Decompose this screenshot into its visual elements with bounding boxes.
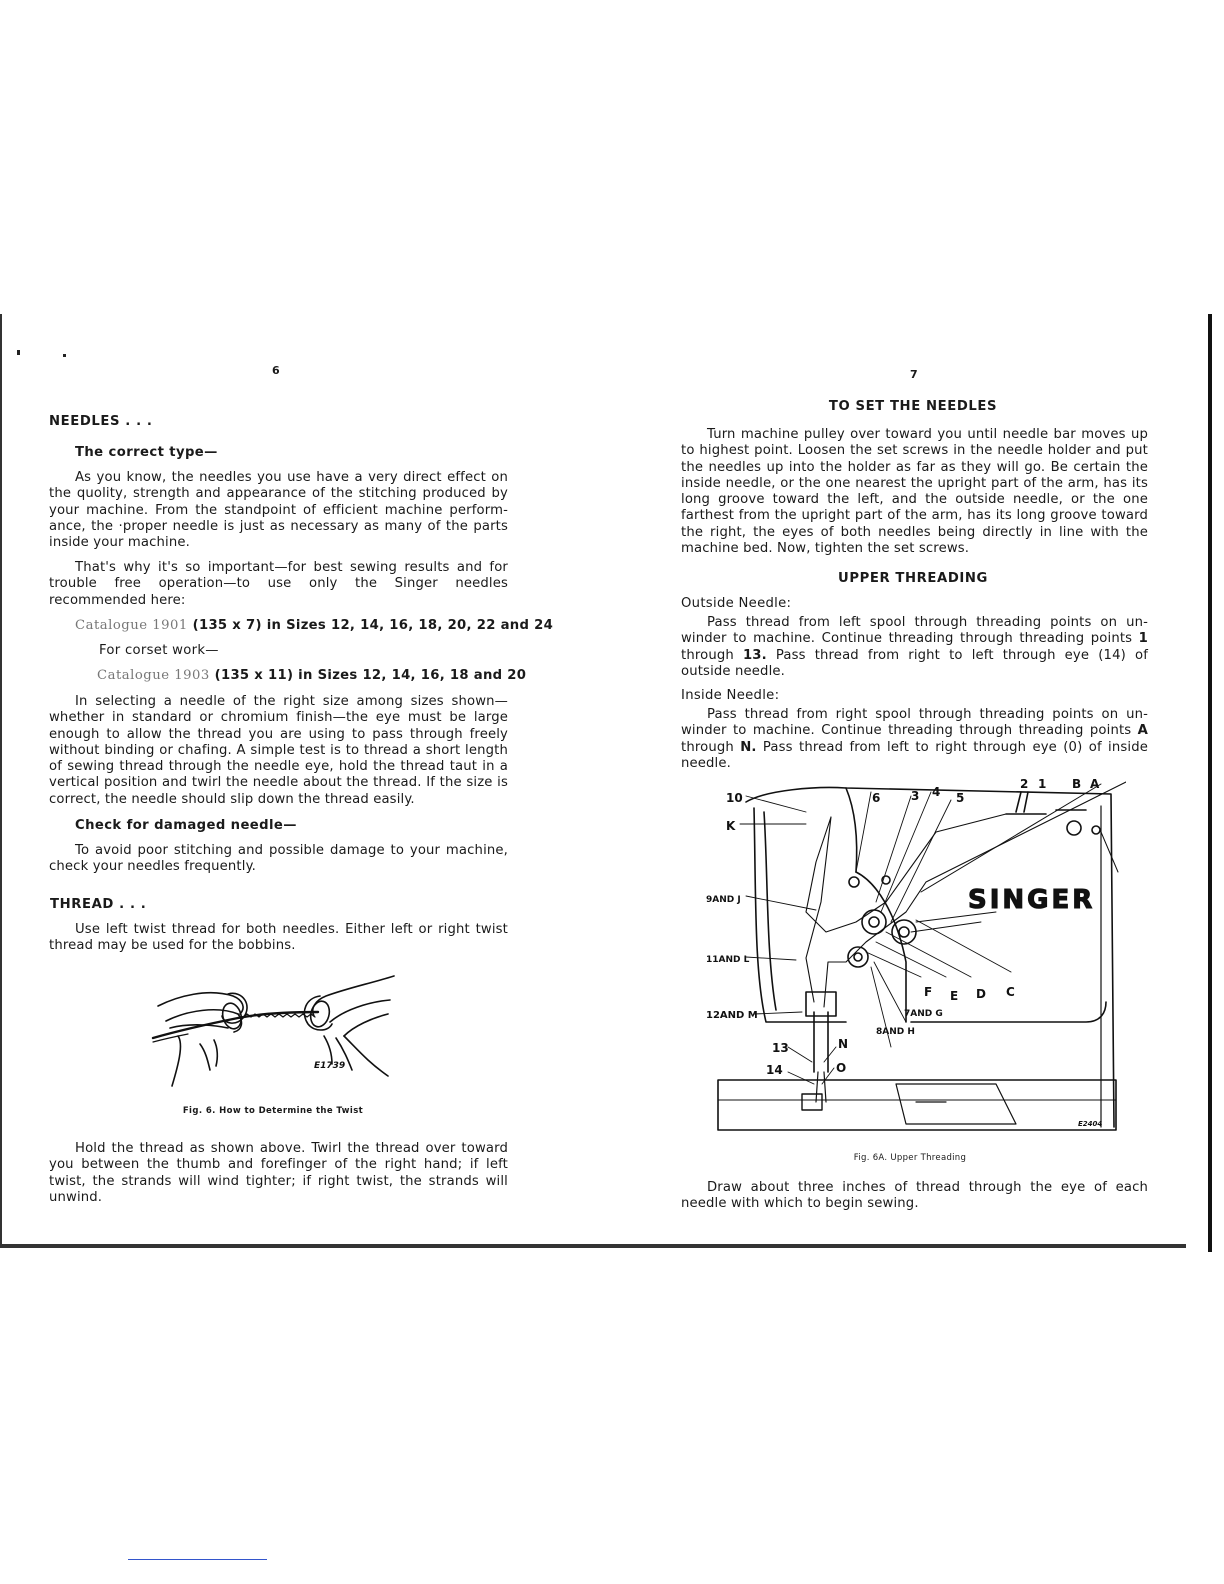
twist-thread-illustration — [148, 966, 398, 1098]
label-o: O — [836, 1061, 847, 1075]
label-a: A — [1090, 777, 1100, 791]
damaged-needle-heading: Check for damaged needle— — [75, 818, 297, 833]
label-f: F — [924, 985, 933, 999]
label-b: B — [1072, 777, 1082, 791]
tension-disc — [862, 910, 886, 934]
set-needles-heading: TO SET THE NEEDLES — [828, 399, 998, 414]
draw-thread-paragraph: Draw about three inches of thread through the eye of each needle with which to begin sewing. — [681, 1180, 1148, 1212]
fig6a-caption: Fig. 6A. Upper Threading — [853, 1153, 967, 1163]
machine-bed — [718, 1080, 1116, 1130]
catalogue-1901-word: Catalogue 1901 — [75, 618, 188, 633]
outside-text-a: Pass thread from left spool through threading points on un-winder to machine. Continue threading through threading points — [681, 615, 1148, 647]
upper-threading-heading: UPPER THREADING — [838, 571, 988, 586]
label-d: D — [976, 987, 986, 1001]
right-scan-edge — [1208, 314, 1212, 1252]
inside-point-last: N. — [740, 739, 757, 755]
damaged-needle-paragraph: To avoid poor stitching and possible damage to your machine, check your needles frequently. — [49, 843, 508, 875]
label-5: 5 — [956, 791, 965, 805]
catalogue-1903-word: Catalogue 1903 — [97, 668, 210, 683]
thread-heading: THREAD . . . — [50, 897, 147, 912]
outside-needle-paragraph — [681, 615, 1148, 680]
needle-bar — [814, 1012, 828, 1072]
twirl-thread-paragraph: Hold the thread as shown above. Twirl the thread over toward you between the thumb and forefinger of the right hand; if left twist, the strands will wind tighter; if right twist, the strands will unwind. — [49, 1141, 508, 1205]
inside-text-a: Pass thread from right spool through threading points on un-winder to machine. Continue threading through threading points — [681, 707, 1148, 739]
label-3: 3 — [911, 789, 920, 803]
label-e: E — [950, 989, 959, 1003]
singer-needles-paragraph: That's why it's so important—for best sewing results and for trouble free operation—to use only the Singer needles recommended here: — [49, 560, 508, 608]
scan-speck — [63, 354, 66, 357]
thread-twist-paragraph: Use left twist thread for both needles. Either left or right twist thread may be used for the bobbins. — [49, 922, 508, 954]
needles-intro-paragraph: As you know, the needles you use have a very direct effect on the quolity, strength and appearance of the stitching produced by your machine. From the standpoint of efficient machine perform-ance, the ·proper needle is just as necessary as many of the parts inside your machine. — [49, 470, 508, 551]
outside-text-d: Pass thread from right to left through eye (14) of outside needle. — [681, 647, 1148, 679]
scan-speck — [17, 350, 20, 355]
correct-type-heading: The correct type— — [75, 445, 218, 460]
right-hand-outline — [313, 976, 394, 1016]
left-scan-edge — [0, 314, 2, 1244]
inside-point-first: A — [1137, 723, 1148, 739]
fig6-caption: Fig. 6. How to Determine the Twist — [182, 1106, 364, 1116]
label-13: 13 — [772, 1041, 789, 1055]
label-10: 10 — [726, 791, 743, 805]
set-needles-paragraph: Turn machine pulley over toward you until needle bar moves up to highest point. Loosen the set screws in the needle holder and put the needles up into the holder as far as they will go. Be certain the inside needle, or the one nearest the upright part of the arm, has its long groove toward the left, and the outside needle, or the one farthest from the upright part of the arm, has its long groove toward the right, the eyes of both needles being directly in line with the machine bed. Now, tighten the set screws. — [681, 427, 1148, 557]
page-number-left: 6 — [272, 364, 280, 377]
label-2: 2 — [1020, 777, 1029, 791]
upper-threading-diagram — [706, 772, 1126, 1138]
label-n: N — [838, 1037, 849, 1051]
inside-needle-paragraph — [681, 707, 1148, 772]
label-12-and-m: 12AND M — [706, 1010, 758, 1021]
singer-logo: SINGER — [968, 885, 1096, 915]
page-number-right: 7 — [910, 368, 918, 381]
inside-text-d: Pass thread from left to right through eye (0) of inside needle. — [681, 739, 1148, 771]
needles-heading: NEEDLES . . . — [49, 414, 153, 429]
outside-point-first: 1 — [1138, 631, 1148, 647]
outside-point-last: 13. — [742, 647, 767, 663]
label-4: 4 — [932, 785, 941, 799]
label-9-and-j: 9AND J — [706, 895, 741, 905]
corset-work-label: For corset work— — [99, 643, 219, 658]
label-c: C — [1006, 985, 1015, 999]
catalogue-1903-sizes: (135 x 11) in Sizes 12, 14, 16, 18 and 20 — [209, 668, 527, 683]
bottom-scan-edge — [0, 1244, 1186, 1248]
label-8-and-h: 8AND H — [876, 1027, 915, 1037]
catalogue-1903-line — [97, 668, 526, 683]
inside-text-c: through — [681, 739, 741, 755]
label-14: 14 — [766, 1063, 783, 1077]
label-11-and-l: 11AND L — [706, 955, 750, 965]
machine-arm — [746, 788, 1114, 1127]
outside-text-c: through — [681, 647, 743, 663]
catalogue-1901-sizes: (135 x 7) in Sizes 12, 14, 16, 18, 20, 22 and 24 — [187, 618, 554, 633]
inside-needle-label: Inside Needle: — [681, 688, 780, 703]
catalogue-1901-line — [75, 618, 553, 633]
label-7-and-g: 7AND G — [904, 1009, 943, 1019]
needle-size-paragraph: In selecting a needle of the right size among sizes shown—whether in standard or chromium finish—the eye must be large enough to allow the thread you are using to pass through freely without binding or chafing. A simple test is to thread a short length of sewing thread through the needle eye, hold the thread taut in a vertical position and twirl the needle about the thread. If the size is correct, the needle should slip down the thread easily. — [49, 694, 508, 807]
fig6a-code: E2404 — [1078, 1120, 1103, 1128]
label-k: K — [726, 819, 736, 833]
outside-needle-label: Outside Needle: — [681, 596, 792, 611]
label-1: 1 — [1038, 777, 1047, 791]
fig6-code: E1739 — [314, 1061, 346, 1071]
label-6: 6 — [872, 791, 881, 805]
link-underline — [128, 1559, 267, 1560]
